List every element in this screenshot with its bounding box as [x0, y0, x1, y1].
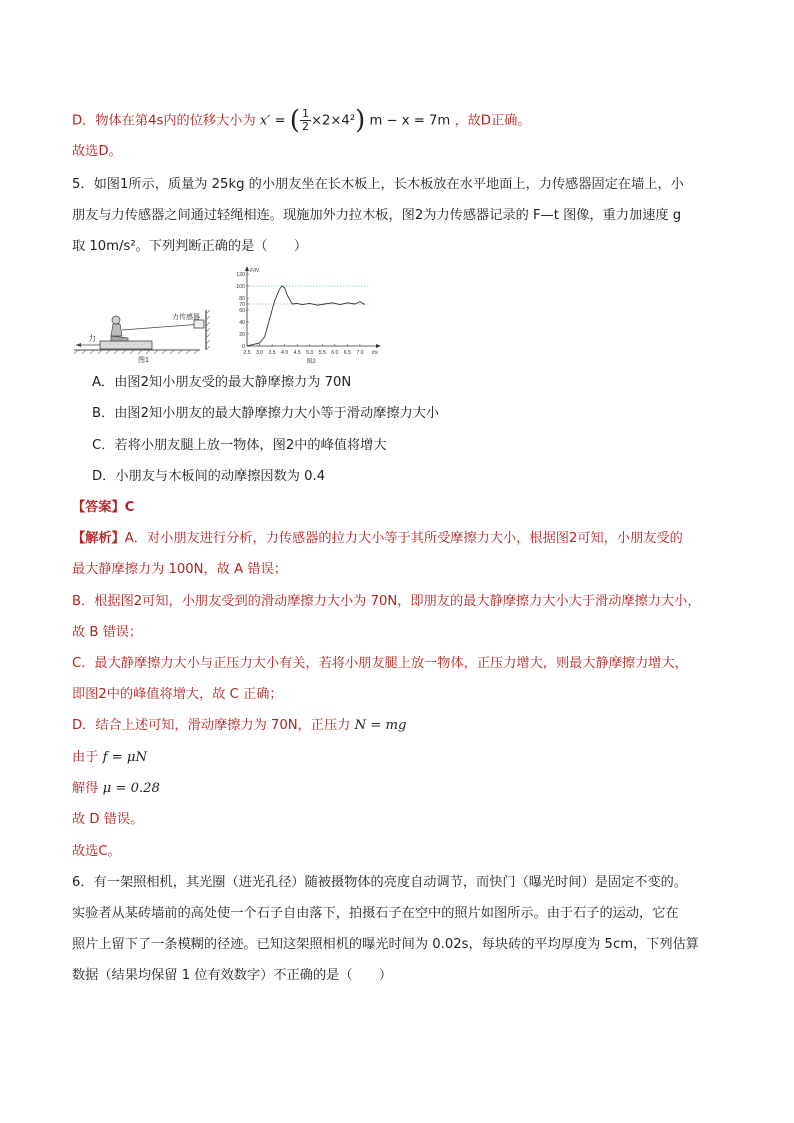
x-prime: x′: [259, 113, 271, 129]
x-tick-label: 3.0: [255, 350, 264, 356]
q5-stem-line-1: 5．如图1所示，质量为 25kg 的小朋友坐在长木板上，长木板放在水平地面上，力传感器固定在墙上，小: [72, 177, 684, 192]
since-text: 由于: [72, 750, 99, 765]
analysis-c-line-2: 即图2中的峰值将增大，故 C 正确；: [72, 687, 283, 702]
y-tick-label: 40: [239, 320, 245, 326]
q5-answer: 【答案】C: [72, 500, 135, 515]
x-tick-label: 7.0: [356, 350, 364, 356]
right-paren: ): [355, 105, 366, 136]
q5-stem-line-2: 朋友与力传感器之间通过轻绳相连。现施加外力拉木板，图2为力传感器记录的 F—t 图像，重力加速度 g: [72, 208, 682, 223]
y-axis-arrow: [245, 266, 249, 271]
friction-formula: f = μN: [102, 750, 148, 765]
figure-2-caption: 图2: [306, 359, 316, 365]
y-tick-label: 60: [239, 308, 245, 314]
q6-line-3: 照片上留下了一条模糊的径迹。已知这架照相机的曝光时间为 0.02s，每块砖的平均厚度为 5cm，下列估算: [72, 937, 699, 952]
left-paren: (: [289, 105, 300, 136]
mu-result: μ = 0.28: [102, 781, 160, 796]
q5-option-a: A．由图2知小朋友受的最大静摩擦力为 70N: [92, 375, 352, 390]
sensor-label: 力传感器: [172, 314, 200, 321]
force-label: 力: [88, 334, 96, 343]
equals: =: [274, 113, 286, 129]
y-tick-label: 70: [239, 302, 245, 308]
analysis-d-line-2: [72, 749, 147, 767]
q6-line-2: 实验者从某砖墙前的高处使一个石子自由落下，拍摄石子在空中的照片如图所示。由于石子的运动，它在: [72, 906, 679, 921]
ground-hatch: [74, 350, 198, 354]
x-tick-label: 3.5: [268, 350, 276, 356]
analysis-conclusion: 故选C。: [72, 844, 121, 859]
child-figure: [111, 316, 128, 341]
x-tick-label: 6.0: [331, 350, 339, 356]
q5-option-c: C．若将小朋友腿上放一物体，图2中的峰值将增大: [92, 438, 387, 453]
analysis-a-line-1: [72, 530, 683, 548]
y-tick-label: 100: [236, 284, 245, 290]
x-tick-label: 6.5: [343, 350, 352, 356]
y-tick-label: 120: [236, 272, 245, 278]
analysis-a-line-2: 最大静摩擦力为 100N，故 A 错误；: [72, 562, 287, 577]
analysis-b-line-1: B．根据图2可知，小朋友受到的滑动摩擦力大小为 70N，即朋友的最大静摩擦力大小大于滑动摩擦力大小，: [72, 594, 701, 609]
figure-1: [70, 300, 220, 366]
x-axis-arrow: [376, 344, 381, 348]
analysis-d-text: D．结合上述可知，滑动摩擦力为 70N，正压力: [72, 718, 351, 733]
figure-1-caption: 图1: [138, 357, 149, 364]
analysis-a-text: A．对小朋友进行分析，力传感器的拉力大小等于其所受摩擦力大小，根据图2可知，小朋友受的: [124, 531, 683, 546]
x-tick-label: 4.5: [293, 350, 301, 356]
x-tick-label: 2.5: [243, 350, 251, 356]
force-time-line: [247, 286, 365, 346]
fraction: [300, 108, 311, 133]
wall-hatch: [206, 310, 210, 350]
rope: [122, 324, 202, 330]
y-tick-label: 20: [239, 332, 245, 338]
chart-reference-lines: [247, 286, 369, 304]
prev-option-d-suffix: ，故D正确。: [454, 113, 531, 129]
unit-expression: m − x = 7m: [369, 113, 451, 129]
q6-line-4: 数据（结果均保留 1 位有效数字）不正确的是（ ）: [72, 968, 393, 983]
times-expression: ×2×4²: [310, 113, 356, 129]
x-tick-label: 5.0: [306, 350, 314, 356]
chart-y-label: F/N: [250, 268, 259, 274]
chart-x-label: t/s: [372, 350, 378, 356]
x-tick-label: 4.0: [281, 350, 289, 356]
prev-conclusion: 故选D。: [72, 144, 122, 159]
analysis-d-line-3: [72, 780, 160, 798]
force-sensor: [194, 320, 204, 328]
q6-line-1: 6．有一架照相机，其光圈（进光孔径）随被摄物体的亮度自动调节，而快门（曝光时间）是固定不变的。: [72, 875, 688, 890]
q5-stem-line-3: 取 10m/s²。下列判断正确的是（ ）: [72, 239, 308, 254]
analysis-d-line-1: [72, 717, 407, 735]
y-tick-label: 80: [239, 296, 245, 302]
prev-option-d: [72, 105, 531, 136]
chart-series: [247, 286, 365, 346]
fraction-denominator: 2: [301, 120, 309, 133]
wooden-board: [100, 341, 152, 349]
solve-text: 解得: [72, 781, 99, 796]
figure-2-chart: [225, 264, 385, 368]
q5-option-b: B．由图2知小朋友的最大静摩擦力大小等于滑动摩擦力大小: [92, 406, 440, 421]
y-tick-label: 0: [242, 344, 245, 350]
force-arrow-head: [76, 343, 81, 347]
q5-option-d: D．小朋友与木板间的动摩擦因数为 0.4: [92, 469, 326, 484]
analysis-d-line-4: 故 D 错误。: [72, 812, 144, 827]
prev-option-d-text: D．物体在第4s内的位移大小为: [72, 113, 256, 129]
analysis-c-line-1: C．最大静摩擦力大小与正压力大小有关，若将小朋友腿上放一物体，正压力增大，则最大静摩擦力增大，: [72, 656, 688, 671]
analysis-b-line-2: 故 B 错误；: [72, 625, 143, 640]
normal-force-formula: N = mg: [354, 718, 407, 733]
fraction-numerator: 1: [301, 107, 309, 120]
analysis-tag: 【解析】: [72, 531, 125, 546]
x-tick-label: 5.5: [318, 350, 326, 356]
